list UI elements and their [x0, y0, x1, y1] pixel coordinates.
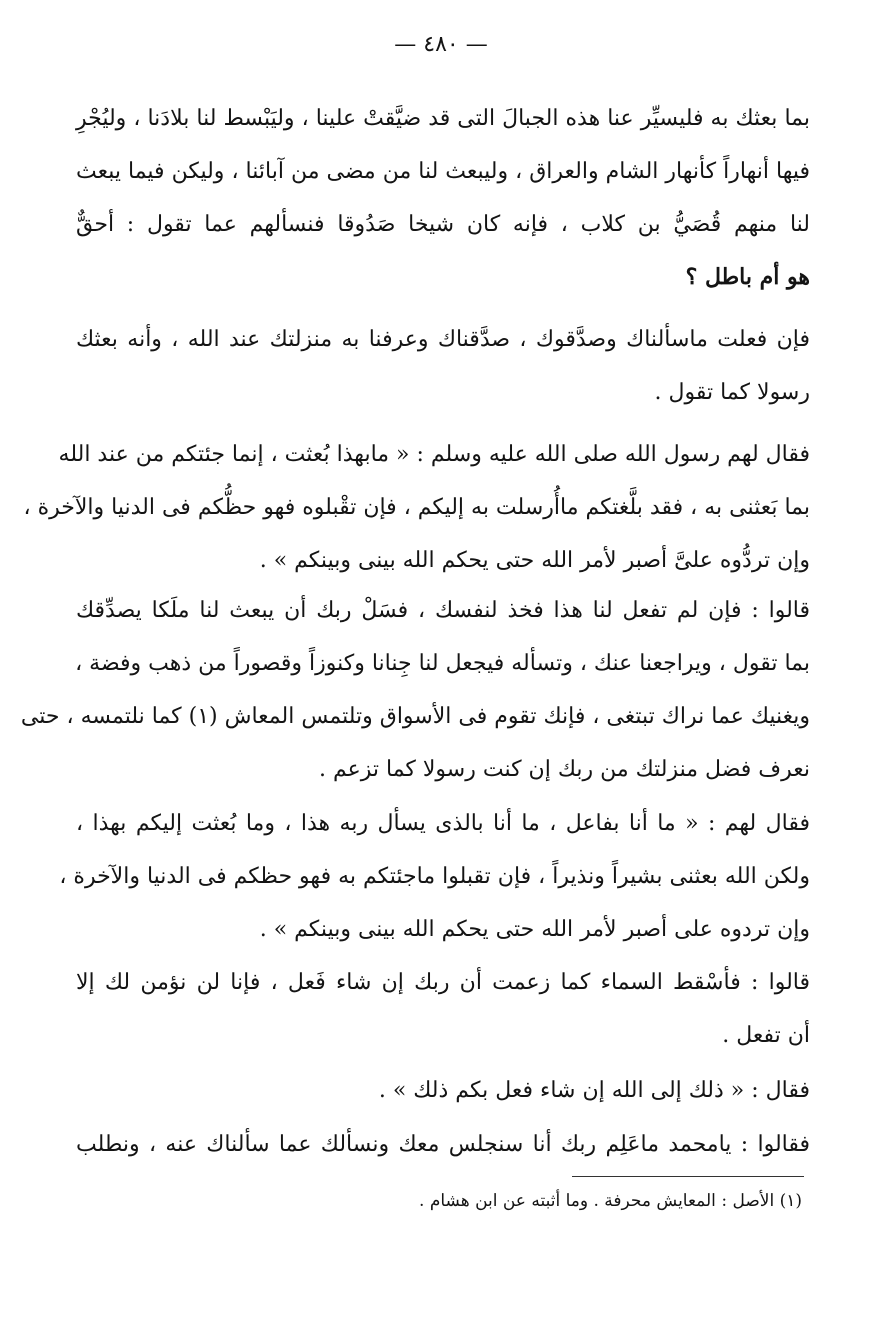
paragraph-7 [76, 1064, 810, 1117]
text-line: فإن فعلت ماسألناك وصدَّقوك ، صدَّقناك وعرفنا به منزلتك عند الله ، وأنه بعثك [76, 327, 810, 352]
text-line: قالوا : فإن لم تفعل لنا هذا فخذ لنفسك ، فسَلْ ربك أن يبعث لنا ملَكا يصدِّقك [76, 598, 810, 623]
text-line: قالوا : فأسْقط السماء كما زعمت أن ربك إن شاء فَعل ، فإنا لن نؤمن لك إلا [76, 970, 810, 995]
text-line: فيها أنهاراً كأنهار الشام والعراق ، وليبعث لنا من مضى من آبائنا ، وليكن فيما يبعث [76, 159, 810, 184]
paragraph-3 [23, 428, 810, 587]
footnote: (١) الأصل : المعايش محرفة . وما أثبته عن ابن هشام . [419, 1191, 802, 1211]
text-line: هو أم باطل ؟ [685, 264, 810, 290]
text-line: بما بَعثنى به ، فقد بلَّغتكم ماأُرسلت به إليكم ، فإن تقْبلوه فهو حظُّكم فى الدنيا والآخرة ، [23, 495, 810, 520]
text-line: فقالوا : يامحمد ماعَلِم ربك أنا سنجلس معك ونسألك عما سألناك عنه ، ونطلب [76, 1132, 810, 1157]
text-line: بما بعثك به فليسيِّر عنا هذه الجبالَ التى قد ضيَّقتْ علينا ، وليَبْسط لنا بلادَنا ، وليُجْرِ [76, 106, 810, 131]
text-line: وإن تردُّوه علىَّ أصبر لأمر الله حتى يحكم الله بينى وبينكم » . [259, 548, 810, 573]
text-line: وإن تردوه على أصبر لأمر الله حتى يحكم الله بينى وبينكم » . [259, 917, 810, 942]
paragraph-1 [76, 92, 810, 304]
text-line: أن تفعل . [722, 1023, 810, 1048]
paragraph-8 [76, 1118, 810, 1171]
text-line: لنا منهم قُصَيُّ بن كلاب ، فإنه كان شيخا صَدُوقا فنسألهم عما تقول : أحقٌّ [76, 212, 810, 237]
paragraph-4 [20, 584, 810, 796]
text-line: نعرف فضل منزلتك من ربك إن كنت رسولا كما تزعم . [318, 757, 810, 782]
text-line: ويغنيك عما نراك تبتغى ، فإنك تقوم فى الأسواق وتلتمس المعاش (١) كما نلتمسه ، حتى [20, 704, 810, 729]
page-number: — ٤٨٠ — [394, 32, 488, 57]
text-line: فقال : « ذلك إلى الله إن شاء فعل بكم ذلك » . [378, 1078, 810, 1103]
footnote-divider [572, 1176, 804, 1177]
paragraph-5 [59, 797, 810, 956]
text-line: رسولا كما تقول . [654, 380, 810, 405]
paragraph-6 [76, 956, 810, 1062]
text-line: فقال لهم : « ما أنا بفاعل ، ما أنا بالذى يسأل ربه هذا ، وما بُعثت إليكم بهذا ، [76, 811, 810, 836]
text-line: ولكن الله بعثنى بشيراً ونذيراً ، فإن تقبلوا ماجئتكم به فهو حظكم فى الدنيا والآخرة ، [59, 864, 810, 889]
text-line: فقال لهم رسول الله صلى الله عليه وسلم : « مابهذا بُعثت ، إنما جئتكم من عند الله [58, 442, 810, 467]
text-line: بما تقول ، ويراجعنا عنك ، وتسأله فيجعل لنا جِنانا وكنوزاً وقصوراً من ذهب وفضة ، [75, 651, 810, 676]
paragraph-2 [76, 313, 810, 419]
